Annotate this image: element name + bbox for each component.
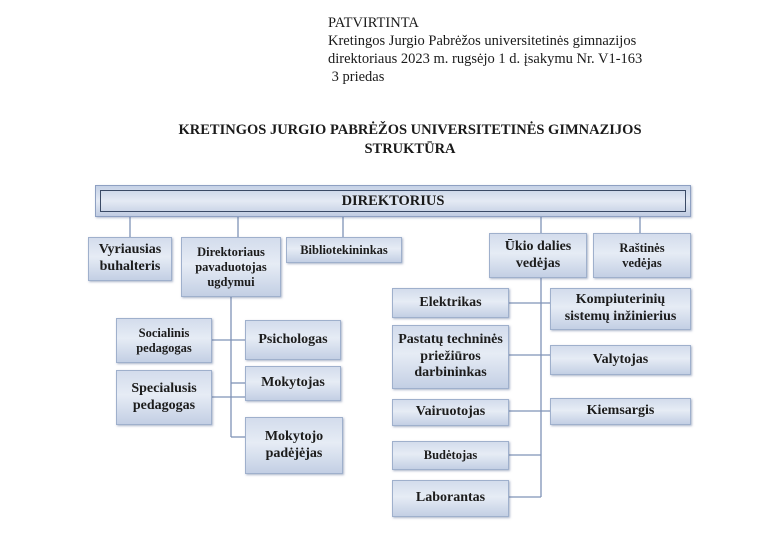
node-label: Vyriausias [98,242,162,258]
node-label: buhalteris [99,259,161,274]
driver-box [392,399,509,426]
node-label: Mokytojo [264,428,324,444]
it-engineer-box [550,288,691,330]
approval-line: PATVIRTINTA [328,15,419,31]
yard-keeper-box [550,398,691,425]
teacher-assistant-box [245,417,343,474]
node-label: Valytojas [592,351,649,367]
deputy-director-box [181,237,281,297]
lab-assistant-box [392,480,509,517]
psychologist-box [245,320,341,360]
node-label: Bibliotekininkas [300,242,388,257]
special-pedagogue-box [116,370,212,425]
node-label: Direktoriaus [197,244,265,259]
director-box [95,185,691,217]
approval-line: 3 priedas [328,69,385,85]
title-line: KRETINGOS JURGIO PABRĖŽOS UNIVERSITETINĖS GIMNAZIJOS [178,122,642,138]
node-label: Budėtojas [423,448,478,462]
title-line: STRUKTŪRA [364,141,456,157]
node-label: vedėjas [622,255,662,270]
node-label: sistemų inžinierius [564,309,677,324]
watchman-box [392,441,509,470]
node-label: Vairuotojas [415,404,486,420]
node-label: ugdymui [207,274,255,289]
electrician-box [392,288,509,318]
node-label: pedagogas [136,340,192,355]
node-label: Socialinis [138,325,190,340]
node-label: Elektrikas [419,294,482,310]
approval-line: direktoriaus 2023 m. rugsėjo 1 d. įsakymu Nr. V1-163 [328,51,643,67]
node-label: priežiūros [420,348,481,364]
librarian-box [286,237,402,263]
approval-line: Kretingos Jurgio Pabrėžos universitetinės gimnazijos [328,33,637,49]
node-label: Specialusis [131,380,197,396]
node-label: Psichologas [258,331,328,347]
node-label: Pastatų techninės [398,331,503,347]
node-label: Ūkio dalies [504,238,572,254]
node-label: Kompiuterinių [575,292,666,308]
node-label: Kiemsargis [586,403,655,419]
social-pedagogue-box [116,318,212,363]
node-label: pavaduotojas [195,259,267,274]
director-label: DIREKTORIUS [100,190,686,212]
node-label: padėjėjas [265,445,323,461]
cleaner-box [550,345,691,375]
node-label: darbininkas [414,365,487,381]
node-label: Laborantas [415,490,486,506]
node-label: pedagogas [132,397,196,413]
office-manager-box [593,233,691,278]
maintenance-worker-box [392,325,509,389]
node-label: vedėjas [515,255,561,271]
node-label: Mokytojas [261,375,325,391]
teacher-box [245,366,341,401]
household-manager-box [489,233,587,278]
node-label: Raštinės [619,240,665,255]
chief-accountant-box [88,237,172,281]
